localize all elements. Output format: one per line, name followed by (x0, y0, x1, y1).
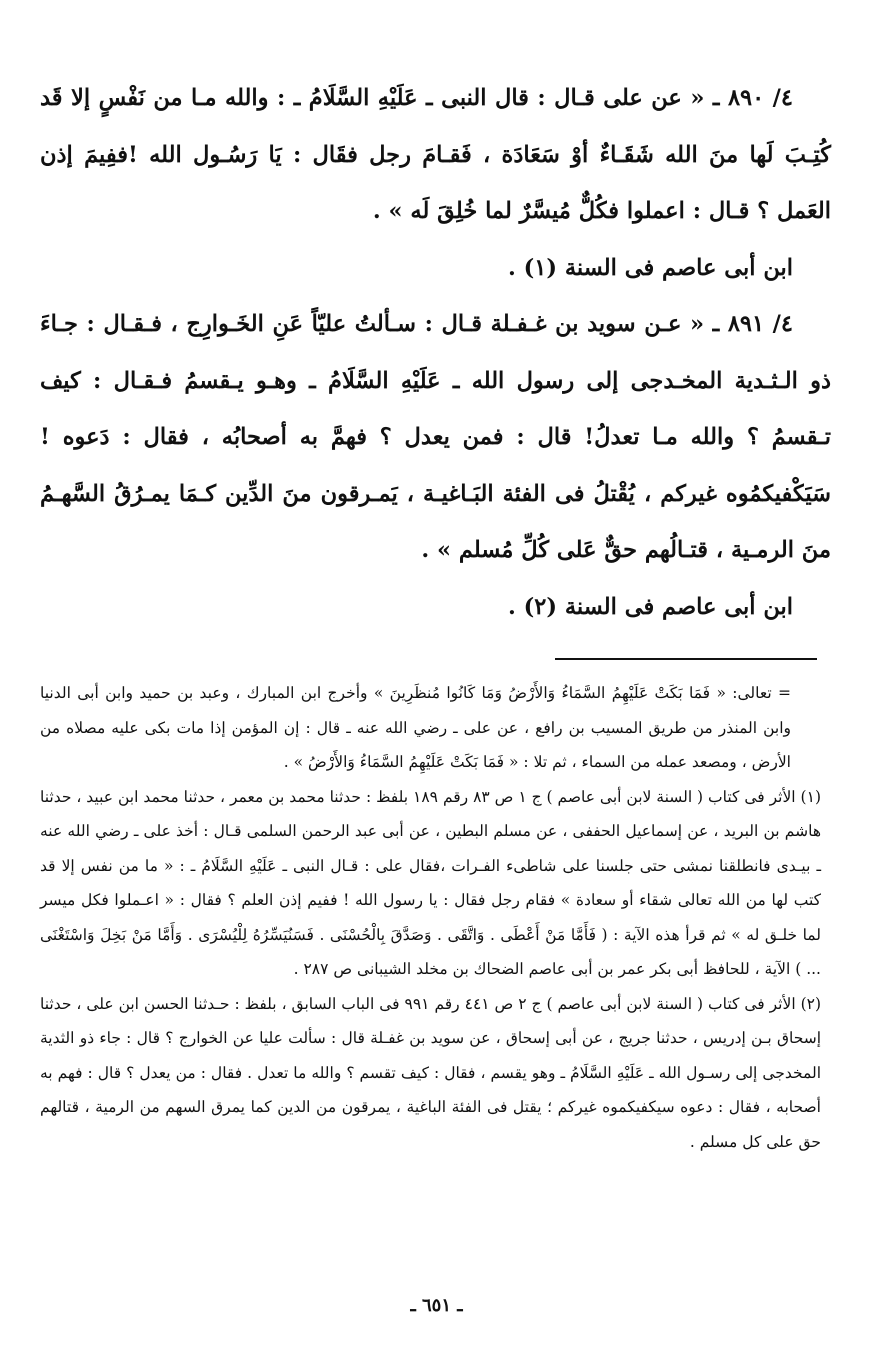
source-890: ابن أبى عاصم فى السنة (١) . (507, 254, 793, 281)
page-number: ـ ٦٥١ ـ (410, 1295, 463, 1316)
hadith-890: ٤/ ٨٩٠ ـ « عن على قـال : قال النبى ـ عَلَيْهِ السَّلَامُ ـ : والله مـا من نَفْسٍ إلا قَد كُتِـبَ لَها منَ الله شَقَـاءٌ أوْ سَعَادَة ، فَقـامَ رجل فقَال : يَا رَسُـول الله !ففِيمَ إذن العَمل ؟ قـال : اعملوا فكُلٌّ مُيسَّرٌ لما خُلِقَ لَه » . (40, 85, 831, 224)
footnote-continuation: = تعالى: « فَمَا بَكَتْ عَلَيْهِمُ السَّمَاءُ وَالأَرْضُ وَمَا كَانُوا مُنظَرِينَ » وأخرج ابن المبارك ، وعبد بن حميد وابن أبى الدنيا وابن المنذر من طريق المسيب بن رافع ، عن على ـ رضي الله عنه ـ قال : إن المؤمن إذا مات بكى عليه مصلاه من الأرض ، ومصعد عمله من السماء ، ثم تلا : « فَمَا بَكَتْ عَلَيْهِمُ السَّمَاءُ وَالأَرْضُ » . (40, 684, 791, 771)
footnote-1: (١) الأثر فى كتاب ( السنة لابن أبى عاصم ) ج ١ ص ٨٣ رقم ١٨٩ بلفظ : حدثنا محمد بن معمر ، حدثنا محمد ابن عبيد ، حدثنا هاشم بن البريد ، عن إسماعيل الحففى ، عن مسلم البطين ، عن أبى عبد الرحمن السلمى قـال : أخذ على ـ رضي الله عنه ـ بيـدى فانطلقنا نمشى حتى جلسنا على شاطىء الفـرات ،فقال على : قـال النبى ـ عَلَيْهِ السَّلَامُ ـ : « ما من نفس إلا قد كتب لها من الله تعالى شقاء أو سعادة » فقام رجل فقال : يا رسول الله ! ففيم إذن العلم ؟ فقال : « اعـملوا فكل ميسر لما خلـق له » ثم قرأ هذه الآية : ( فَأَمَّا مَنْ أَعْطَى . وَاتَّقَى . وَصَدَّقَ بِالْحُسْنَى . فَسَنُيَسِّرُهُ لِلْيُسْرَى . وَأَمَّا مَنْ بَخِلَ وَاسْتَغْنَى ... ) الآية ، للحافظ أبى بكر عمر بن أبى عاصم الضحاك بن مخلد الشيبانى ص ٢٨٧ . (40, 787, 821, 978)
footnotes (40, 676, 821, 1159)
source-891: ابن أبى عاصم فى السنة (٢) . (507, 593, 793, 620)
footnote-2: (٢) الأثر فى كتاب ( السنة لابن أبى عاصم ) ج ٢ ص ٤٤١ رقم ٩٩١ فى الباب السابق ، بلفظ : حـدثنا الحسن ابن على ، حدثنا إسحاق بـن إدريس ، حدثنا جريج ، عن أبى إسحاق ، عن سويد بن غفـلة قال : سألت عليا عن الخوارج ؟ قال : جاء ذو الثدية المخدجى إلى رسـول الله ـ عَلَيْهِ السَّلَامُ ـ وهو يقسم ، فقال : كيف تقسم ؟ والله ما تعدل . فقال : من يعدل ؟ قال : فهم به أصحابه ، فقال : دعوه سيكفيكموه غيركم ؛ يقتل فى الفئة الباغية ، يمرقون من الدين كما يمرق السهم من الرمية ، قتالهم حق على كل مسلم . (40, 994, 822, 1151)
main-text (40, 70, 831, 635)
hadith-891: ٤/ ٨٩١ ـ « عـن سويد بن غـفـلة قـال : سـألتُ عليّاً عَنِ الخَـوارِج ، فـقـال : جـاءَ ذو الـثـدية المخـدجى إلى رسول الله ـ عَلَيْهِ السَّلَامُ ـ وهـو يـقسمُ فـقـال : كيف تـقسمُ ؟ والله مـا تعدلُ! قال : فمن يعدل ؟ فهمَّ به أصحابُه ، فقال : دَعوه ! سَيَكْفيكمُوه غيركم ، يُقْتلُ فى الفئة البَـاغيـة ، يَمـرقون منَ الدِّين كـمَا يمـرُقُ السَّهـمُ منَ الرمـية ، قتـالُهم حقٌّ عَلى كُلِّ مُسلم » . (40, 311, 831, 563)
footnote-separator (555, 658, 817, 660)
